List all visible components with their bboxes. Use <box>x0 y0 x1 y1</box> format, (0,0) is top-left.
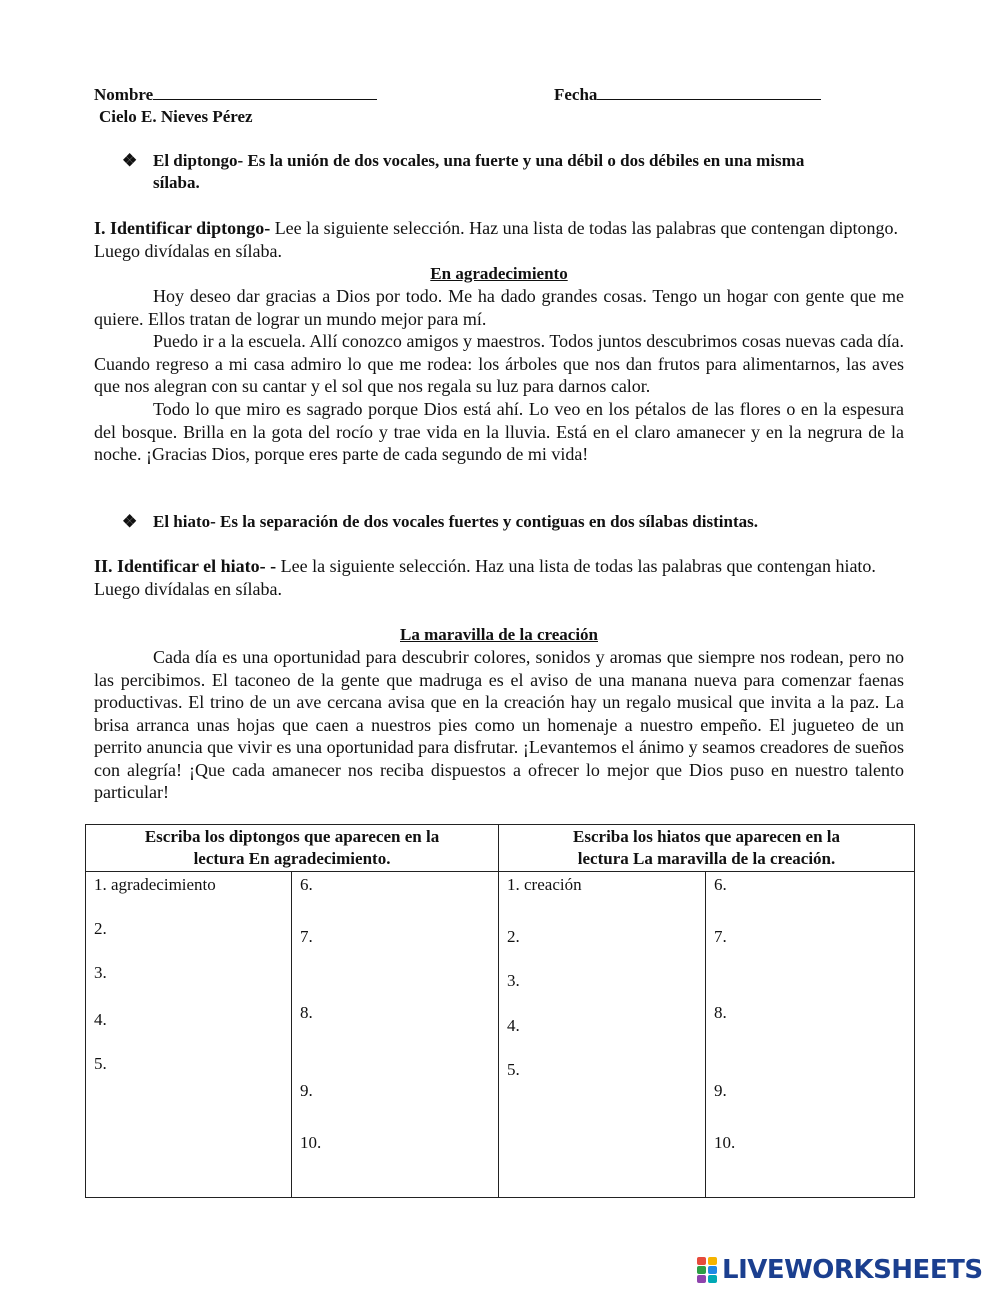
section2-instruction <box>94 555 904 600</box>
diptongos-column-header: Escriba los diptongos que aparecen en la lectura En agradecimiento. <box>86 825 499 872</box>
section1-heading: I. Identificar diptongo- <box>94 218 271 238</box>
answer-slot[interactable]: 6. <box>714 875 727 894</box>
hiatos-cell-1-5 <box>499 872 706 1198</box>
date-blank[interactable] <box>597 84 821 100</box>
answer-slot[interactable]: 3. <box>507 971 520 990</box>
answer-slot[interactable]: 7. <box>300 927 313 946</box>
hiatos-cell-6-10 <box>706 872 915 1198</box>
diptongos-cell-1-5 <box>86 872 292 1198</box>
answer-slot[interactable]: 4. <box>507 1016 520 1035</box>
answer-slot[interactable]: 1. agradecimiento <box>94 875 216 894</box>
hiato-definition <box>122 511 912 533</box>
section1-instruction-text: Lee la siguiente selección. Haz una lista de todas las palabras que contengan diptongo. Luego divídalas en sílaba. <box>94 218 898 261</box>
answer-slot[interactable]: 9. <box>300 1081 313 1100</box>
reading1-title: En agradecimiento <box>430 264 568 283</box>
answer-slot[interactable]: 1. creación <box>507 875 582 894</box>
diptongo-definition-line1: El diptongo- Es la unión de dos vocales, una fuerte y una débil o dos débiles en una misma <box>153 151 805 170</box>
answer-slot[interactable]: 7. <box>714 927 727 946</box>
hiato-definition-text: El hiato- Es la separación de dos vocales fuertes y contiguas en dos sílabas distintas. <box>153 512 758 531</box>
liveworksheets-logo <box>697 1255 983 1285</box>
answer-slot[interactable]: 5. <box>94 1054 107 1073</box>
answer-slot[interactable]: 2. <box>94 919 107 938</box>
name-blank[interactable] <box>153 84 377 100</box>
answer-slot[interactable]: 9. <box>714 1081 727 1100</box>
diptongo-definition <box>122 150 912 194</box>
section1-instruction <box>94 217 904 262</box>
answer-slot[interactable]: 6. <box>300 875 313 894</box>
liveworksheets-logo-text: LIVEWORKSHEETS <box>722 1255 983 1285</box>
section2-instruction-text: Lee la siguiente selección. Haz una lista de todas las palabras que contengan hiato. Luego divídalas en sílaba. <box>94 556 876 599</box>
name-field <box>94 84 377 105</box>
answer-slot[interactable]: 5. <box>507 1060 520 1079</box>
answer-slot[interactable]: 3. <box>94 963 107 982</box>
reading1-paragraph-3: Todo lo que miro es sagrado porque Dios está ahí. Lo veo en los pétalos de las flores o en la espesura del bosque. Brilla en la gota del rocío y trae vida en la lluvia. Está en el claro amanecer y en la negrura de la noche. ¡Gracias Dios, porque eres parte de cada segundo de mi vida! <box>94 399 904 464</box>
date-field <box>554 84 821 105</box>
answer-slot[interactable]: 8. <box>300 1003 313 1022</box>
hiatos-column-header: Escriba los hiatos que aparecen en la lectura La maravilla de la creación. <box>499 825 915 872</box>
section2-heading: II. Identificar el hiato- - <box>94 556 277 576</box>
answer-slot[interactable]: 10. <box>714 1133 736 1152</box>
reading1-paragraph-1: Hoy deseo dar gracias a Dios por todo. Me ha dado grandes cosas. Tengo un hogar con gente que me quiere. Ellos tratan de lograr un mundo mejor para mí. <box>94 286 904 329</box>
author-name: Cielo E. Nieves Pérez <box>99 107 253 126</box>
diamond-bullet-icon: ❖ <box>122 151 138 170</box>
liveworksheets-logo-icon <box>697 1257 719 1283</box>
answer-slot[interactable]: 8. <box>714 1003 727 1022</box>
diptongo-definition-line2: sílaba. <box>153 173 200 192</box>
diamond-bullet-icon: ❖ <box>122 512 138 531</box>
answer-table <box>85 824 915 1198</box>
answer-slot[interactable]: 2. <box>507 927 520 946</box>
reading2-paragraph: Cada día es una oportunidad para descubrir colores, sonidos y aromas que siempre nos rodean, pero no las percibimos. El taconeo de la gente que madruga es el aviso de una manana nueva para comenzar faenas productivas. El trino de un ave cercana avisa que en la creación hay un regalo musical que invita a la paz. La brisa arranca unas hojas que caen a nuestros pies como un homenaje a nuestro empeño. El jugueteo de un perrito anuncia que vivir es una oportunidad para disfrutar. ¡Levantemos el ánimo y seamos creadores de sueños con alegría! ¡Que cada amanecer nos reciba dispuestos a ofrecer lo mejor que Dios puso en nuestro talento particular! <box>94 647 904 802</box>
diptongos-cell-6-10 <box>292 872 499 1198</box>
name-label: Nombre <box>94 85 154 104</box>
answer-slot[interactable]: 10. <box>300 1133 322 1152</box>
reading2-title: La maravilla de la creación <box>400 625 598 644</box>
date-label: Fecha <box>554 85 598 104</box>
answer-slot[interactable]: 4. <box>94 1010 107 1029</box>
reading1-paragraph-2: Puedo ir a la escuela. Allí conozco amigos y maestros. Todos juntos descubrimos cosas nuevas cada día. Cuando regreso a mi casa admiro lo que me rodea: los árboles que nos dan frutos para alimentarnos, las aves que nos alegran con su cantar y el sol que nos regala su luz para darnos calor. <box>94 331 904 396</box>
